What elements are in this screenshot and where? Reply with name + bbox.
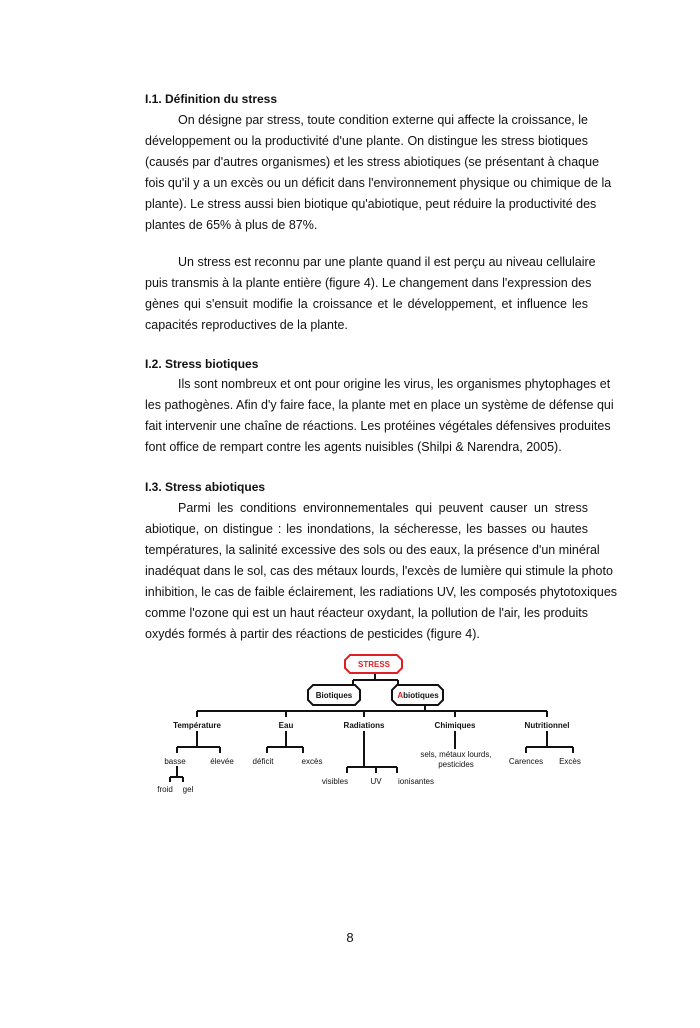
category-radiations: Radiations <box>343 721 385 730</box>
text-line: gènes qui s'ensuit modifie la croissance et le développement, et influence les <box>145 297 588 311</box>
biotiques-label: Biotiques <box>315 691 353 700</box>
paragraph <box>145 498 618 645</box>
text-line: On désigne par stress, toute condition externe qui affecte la croissance, le <box>178 113 588 127</box>
page-number: 8 <box>346 930 354 945</box>
text-line: oxydés formés à partir des réactions de pesticides (figure 4). <box>145 627 480 641</box>
category-temperature: Température <box>173 721 221 730</box>
text-line: comme l'ozone qui est un haut réacteur oxydant, la pollution de l'air, les produits <box>145 606 588 620</box>
text-line: inhibition, le cas de faible éclairement, les radiations UV, les composés phytotoxiques <box>145 585 618 599</box>
text-line: plante). Le stress aussi bien biotique qu'abiotique, peut réduire la productivité des <box>145 197 597 211</box>
leaf-gel: gel <box>182 785 194 794</box>
abiotiques-label: Abiotiques <box>397 691 439 700</box>
text-line: (causés par d'autres organismes) et les stress abiotiques (se présentant à chaque <box>145 155 600 169</box>
text-line: capacités reproductives de la plante. <box>145 318 348 332</box>
paragraph <box>145 110 612 236</box>
leaf-carences: Carences <box>508 757 544 766</box>
leaf-exces: excès <box>301 757 323 766</box>
category-eau: Eau <box>278 721 294 730</box>
leaf-exces-nutri: Excès <box>559 757 581 766</box>
text-line: abiotique, on distingue : les inondations, la sécheresse, les basses ou hautes <box>145 522 588 536</box>
text-line: plantes de 65% à plus de 87%. <box>145 218 318 232</box>
text-line: font office de rempart contre les agents nuisibles (Shilpi & Narendra, 2005). <box>145 440 562 454</box>
text-line: Parmi les conditions environnementales qui peuvent causer un stress <box>178 501 588 515</box>
paragraph <box>145 252 596 336</box>
leaf-elevee: élevée <box>210 757 234 766</box>
text-line: les pathogènes. Afin d'y faire face, la plante met en place un système de défense qui <box>145 398 614 412</box>
leaf-froid: froid <box>157 785 173 794</box>
paragraph <box>145 374 614 458</box>
stress-classification-diagram <box>140 645 600 805</box>
section-heading: I.1. Définition du stress <box>145 92 278 106</box>
text-line: inadéquat dans le sol, cas des métaux lourds, l'excès de lumière qui stimule la photo <box>145 564 613 578</box>
leaf-uv: UV <box>370 777 382 786</box>
stress-label: STRESS <box>357 660 391 669</box>
text-line: puis transmis à la plante entière (figure 4). Le changement dans l'expression des <box>145 276 592 290</box>
section-heading: I.2. Stress biotiques <box>145 357 259 371</box>
category-nutritionnel: Nutritionnel <box>524 721 570 730</box>
leaf-chimiques-line1: sels, métaux lourds, <box>420 750 492 759</box>
text-line: fois qu'il y a un excès ou un déficit dans l'environnement physique ou chimique de la <box>145 176 612 190</box>
text-line: Ils sont nombreux et ont pour origine les virus, les organismes phytophages et <box>178 377 611 391</box>
leaf-deficit: déficit <box>252 757 274 766</box>
leaf-visibles: visibles <box>321 777 349 786</box>
leaf-ionisantes: ionisantes <box>397 777 435 786</box>
leaf-basse: basse <box>164 757 186 766</box>
text-line: fait intervenir une chaîne de réactions. Les protéines végétales défensives produites <box>145 419 611 433</box>
category-chimiques: Chimiques <box>434 721 476 730</box>
text-line: Un stress est reconnu par une plante quand il est perçu au niveau cellulaire <box>178 255 596 269</box>
leaf-chimiques-line2: pesticides <box>438 760 474 769</box>
text-line: développement ou la productivité d'une plante. On distingue les stress biotiques <box>145 134 588 148</box>
text-line: températures, la salinité excessive des sols ou des eaux, la présence d'un minéral <box>145 543 600 557</box>
section-heading: I.3. Stress abiotiques <box>145 480 266 494</box>
